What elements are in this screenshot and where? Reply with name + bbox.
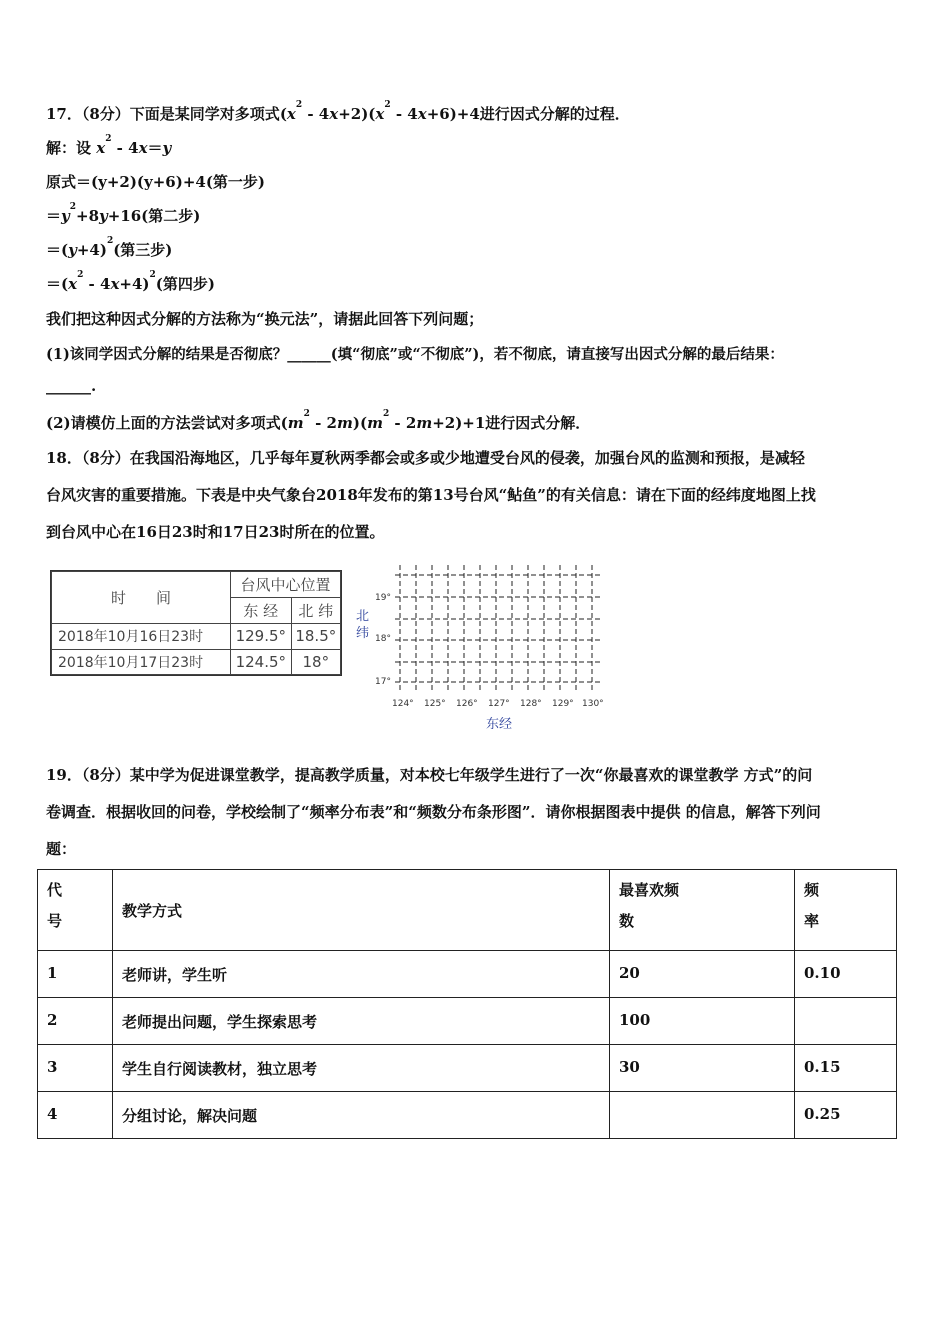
header-count: 最喜欢频 数 — [610, 870, 795, 951]
row-count — [610, 1092, 795, 1139]
table-row — [38, 998, 897, 1045]
row-frequency: 0.15 — [795, 1045, 897, 1092]
map-x-title: 东经 — [486, 717, 513, 732]
q17-heading: 17．（8分）下面是某同学对多项式$(x^2 - 4x+2)(x^2 - 4x+6)+4$进行因式分解的过程． — [46, 100, 630, 123]
q17-part2: (2)请模仿上面的方法尝试对多项式$(m^2 - 2m)(m^2 - 2m+2)+1$进行因式分解． — [46, 409, 591, 432]
q17-solution-line-2: 原式＝(y+2)(y+6)+4(第一步) — [46, 173, 266, 191]
q17-method-note: 我们把这种因式分解的方法称为“换元法”，请据此回答下列问题； — [46, 310, 484, 328]
row-code: 4 — [38, 1092, 113, 1139]
table-row — [38, 1092, 897, 1139]
header-frequency: 频 率 — [795, 870, 897, 951]
map-y-title-1: 北 — [356, 609, 370, 624]
row-code: 1 — [38, 951, 113, 998]
map-x-tick: 128° — [520, 699, 542, 709]
typhoon-row-2-lon: 124.5° — [231, 649, 292, 675]
q19-line-1: 19．（8分）某中学为促进课堂教学，提高教学质量，对本校七年级学生进行了一次“你最喜欢的课堂教学 方式”的问 — [46, 766, 813, 784]
row-method: 学生自行阅读教材，独立思考 — [113, 1045, 610, 1092]
map-x-tick: 124° — [392, 699, 414, 709]
q17-solution-line-5: $=(x^2 - 4x+4)^2$(第四步) — [46, 270, 215, 293]
table-row — [38, 1045, 897, 1092]
grid-horizontals — [395, 575, 600, 682]
grid-verticals — [400, 565, 592, 690]
q17-solution-line-1: 解：设 $x^2 - 4x=y$ — [46, 134, 172, 157]
position-header: 台风中心位置 — [231, 572, 341, 598]
map-x-tick: 126° — [456, 699, 478, 709]
typhoon-row-1-lat: 18.5° — [291, 624, 340, 650]
row-code: 3 — [38, 1045, 113, 1092]
lat-lon-grid-map — [350, 560, 610, 735]
row-method: 分组讨论，解决问题 — [113, 1092, 610, 1139]
row-code: 2 — [38, 998, 113, 1045]
longitude-header: 东 经 — [231, 598, 292, 624]
typhoon-info-table — [50, 570, 342, 676]
q19-line-2: 卷调查．根据收回的问卷，学校绘制了“频率分布表”和“频数分布条形图”．请你根据图表中提供 的信息，解答下列问 — [46, 803, 821, 821]
row-method: 老师讲，学生听 — [113, 951, 610, 998]
typhoon-row-2-lat: 18° — [291, 649, 340, 675]
typhoon-row-1-time: 2018年10月16日23时 — [52, 624, 231, 650]
header-code: 代 号 — [38, 870, 113, 951]
row-frequency — [795, 998, 897, 1045]
row-method: 老师提出问题，学生探索思考 — [113, 998, 610, 1045]
row-count: 20 — [610, 951, 795, 998]
header-method: 教学方式 — [113, 870, 610, 951]
map-y-tick: 18° — [375, 634, 391, 644]
map-y-tick: 19° — [375, 593, 391, 603]
q17-solution-line-3: $=y^2+8y+16$(第二步) — [46, 202, 201, 225]
q18-line-2: 台风灾害的重要措施。下表是中央气象台2018年发布的第13号台风“鲇鱼”的有关信息：请在下面的经纬度地图上找 — [46, 486, 816, 504]
typhoon-row-1-lon: 129.5° — [231, 624, 292, 650]
q18-line-3: 到台风中心在16日23时和17日23时所在的位置。 — [46, 523, 385, 541]
q17-solution-line-4: $=(y+4)^2$(第三步) — [46, 236, 173, 259]
map-y-tick: 17° — [375, 677, 391, 687]
map-x-tick: 125° — [424, 699, 446, 709]
frequency-table — [37, 869, 897, 1139]
typhoon-row-2-time: 2018年10月17日23时 — [52, 649, 231, 675]
row-count: 100 — [610, 998, 795, 1045]
latitude-header: 北 纬 — [291, 598, 340, 624]
q17-part1-blank: ______. — [46, 377, 97, 395]
map-x-tick: 129° — [552, 699, 574, 709]
row-frequency: 0.10 — [795, 951, 897, 998]
map-x-tick: 127° — [488, 699, 510, 709]
row-frequency: 0.25 — [795, 1092, 897, 1139]
q17-part1: (1)该同学因式分解的结果是否彻底？______(填“彻底”或“不彻底”)，若不彻底，请直接写出因式分解的最后结果： — [46, 346, 784, 363]
map-y-title-2: 纬 — [356, 626, 370, 641]
q19-line-3: 题： — [46, 840, 77, 858]
table-row — [38, 951, 897, 998]
row-count: 30 — [610, 1045, 795, 1092]
q18-line-1: 18．（8分）在我国沿海地区，几乎每年夏秋两季都会或多或少地遭受台风的侵袭，加强台风的监测和预报，是减轻 — [46, 449, 805, 467]
time-header: 时 间 — [52, 572, 231, 624]
map-x-tick: 130° — [582, 699, 604, 709]
